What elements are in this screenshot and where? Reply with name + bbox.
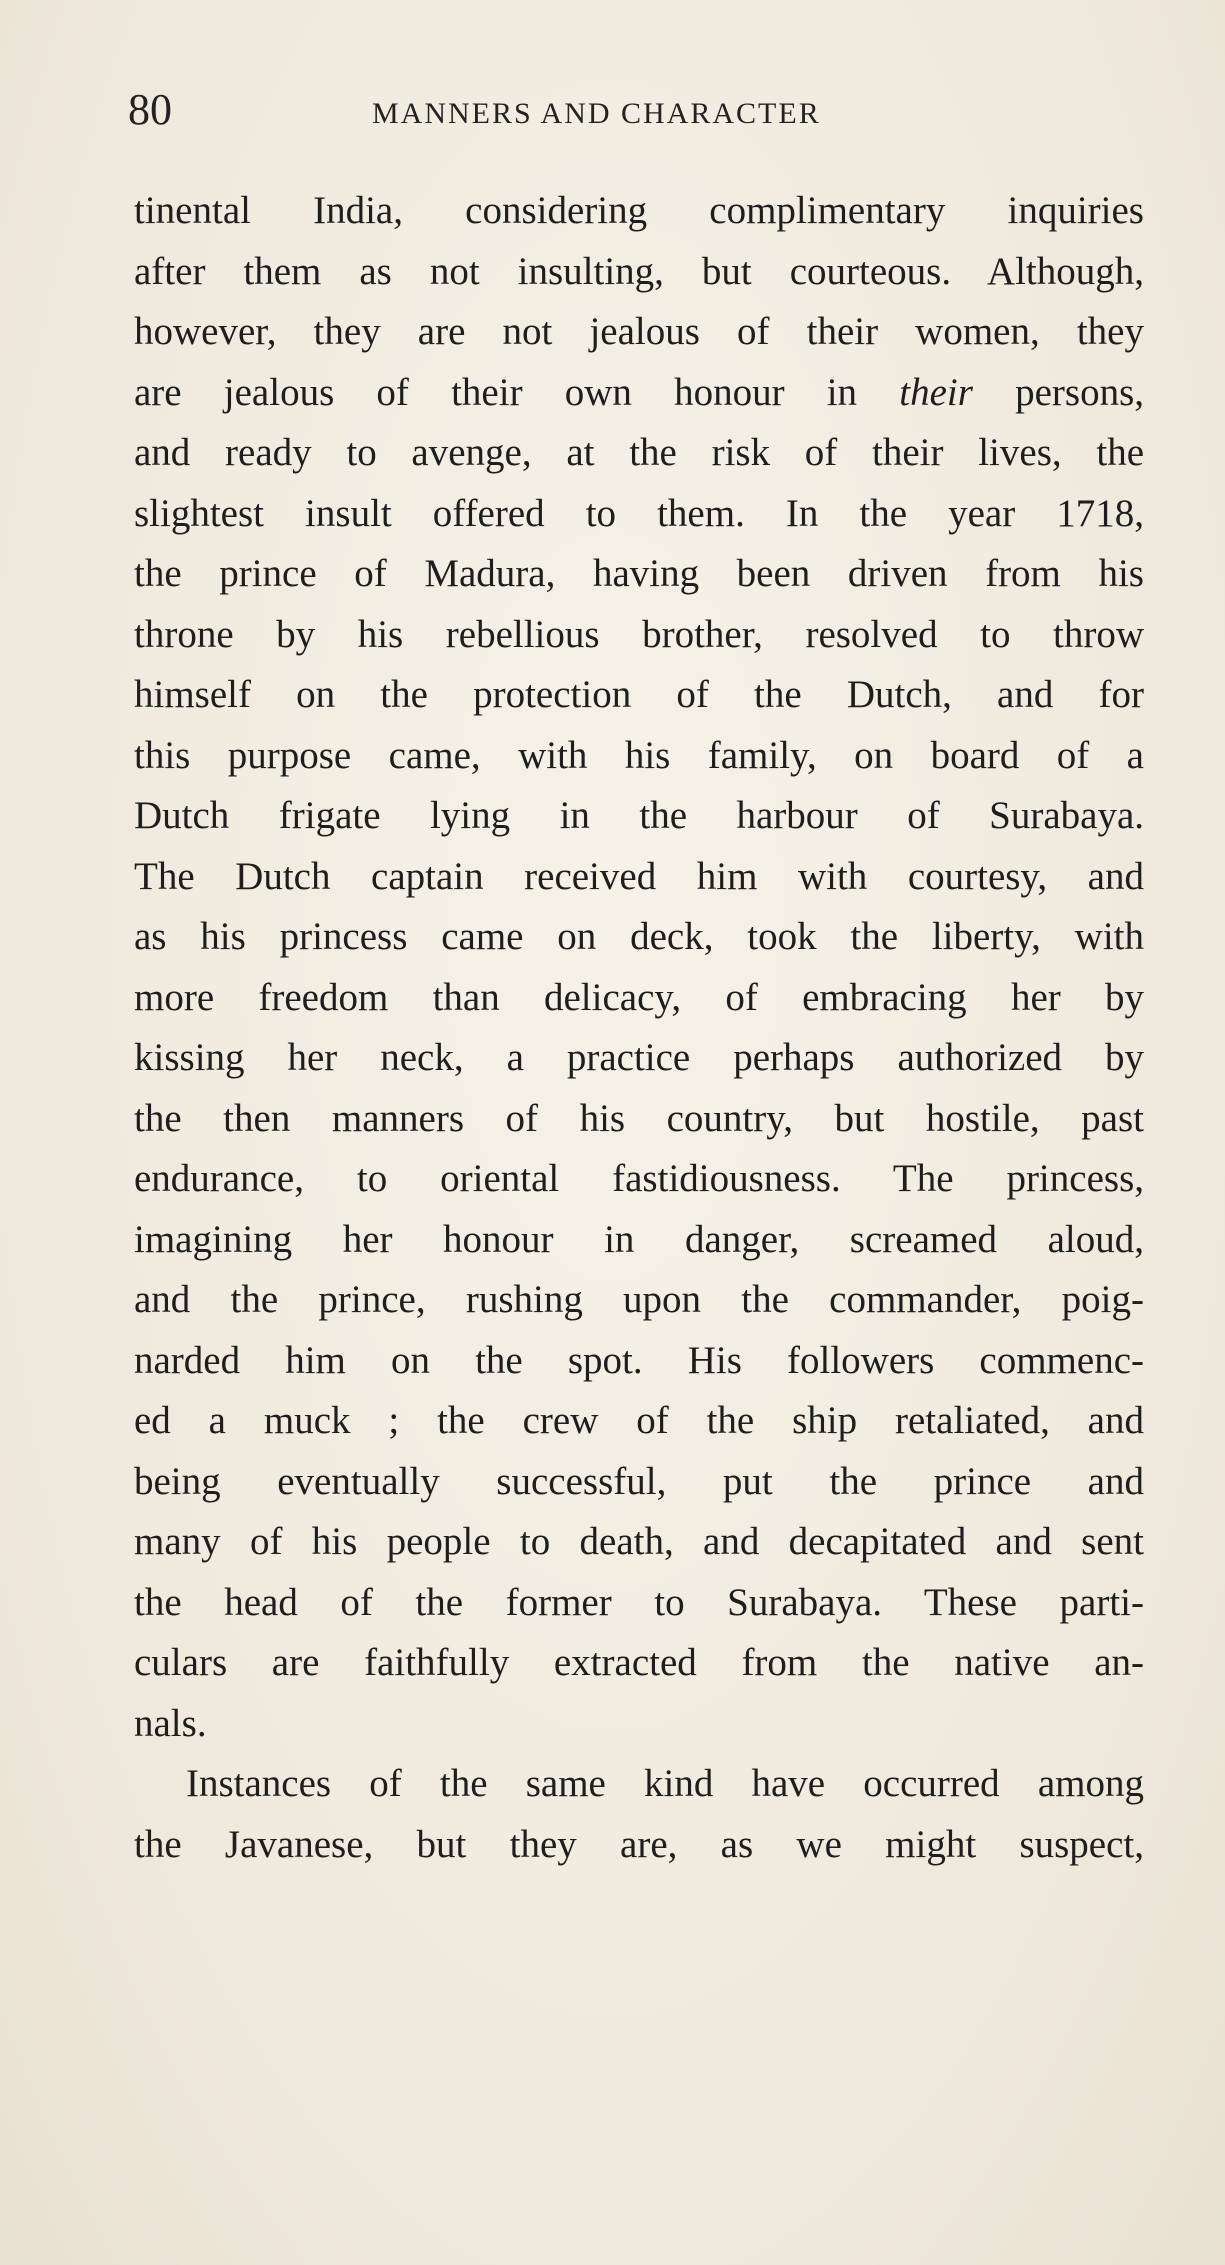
text-line: himself on the protection of the Dutch, and for bbox=[134, 673, 1144, 716]
paragraph-2 bbox=[134, 1754, 1144, 1875]
text-line: after them as not insulting, but courteous. Although, bbox=[134, 249, 1144, 293]
page-header bbox=[0, 80, 1225, 140]
text-line: and ready to avenge, at the risk of their lives, the bbox=[134, 431, 1144, 474]
text-line: many of his people to death, and decapitated and sent bbox=[134, 1520, 1144, 1563]
text-line: the prince of Madura, having been driven from his bbox=[134, 552, 1144, 595]
text-line: nals. bbox=[134, 1701, 207, 1745]
text-line: as his princess came on deck, took the liberty, with bbox=[134, 915, 1144, 958]
text-line: culars are faithfully extracted from the native an- bbox=[134, 1641, 1144, 1684]
text-line: more freedom than delicacy, of embracing her by bbox=[134, 975, 1144, 1019]
text-line: throne by his rebellious brother, resolved to throw bbox=[134, 612, 1144, 656]
text-line: ed a muck ; the crew of the ship retaliated, and bbox=[134, 1399, 1144, 1442]
text-line: the head of the former to Surabaya. These parti- bbox=[134, 1580, 1144, 1624]
text-line: are jealous of their own honour in their persons, bbox=[134, 370, 1144, 414]
emphasis: their bbox=[899, 370, 973, 414]
text-line: Instances of the same kind have occurred among bbox=[186, 1762, 1144, 1805]
text-line: and the prince, rushing upon the commander, poig- bbox=[134, 1278, 1144, 1321]
text-line: slightest insult offered to them. In the year 1718, bbox=[134, 491, 1144, 535]
text-line: The Dutch captain received him with courtesy, and bbox=[134, 854, 1144, 898]
text-line: kissing her neck, a practice perhaps authorized by bbox=[134, 1036, 1144, 1079]
text-line: being eventually successful, put the prince and bbox=[134, 1459, 1144, 1503]
text-line: this purpose came, with his family, on board of a bbox=[134, 733, 1144, 777]
text-line: imagining her honour in danger, screamed aloud, bbox=[134, 1217, 1144, 1261]
text-line: however, they are not jealous of their women, they bbox=[134, 310, 1144, 353]
text-line: the Javanese, but they are, as we might suspect, bbox=[134, 1822, 1144, 1866]
text-line: tinental India, considering complimentary inquiries bbox=[134, 189, 1144, 232]
page-number: 80 bbox=[128, 85, 172, 134]
running-head: MANNERS AND CHARACTER bbox=[372, 97, 821, 130]
text-line: the then manners of his country, but hostile, past bbox=[134, 1096, 1144, 1140]
text-line: endurance, to oriental fastidiousness. The princess, bbox=[134, 1157, 1144, 1200]
text-line: narded him on the spot. His followers commenc- bbox=[134, 1338, 1144, 1382]
text-line: Dutch frigate lying in the harbour of Surabaya. bbox=[134, 794, 1144, 837]
body-text bbox=[134, 181, 1144, 1875]
paragraph-1 bbox=[134, 181, 1144, 1754]
